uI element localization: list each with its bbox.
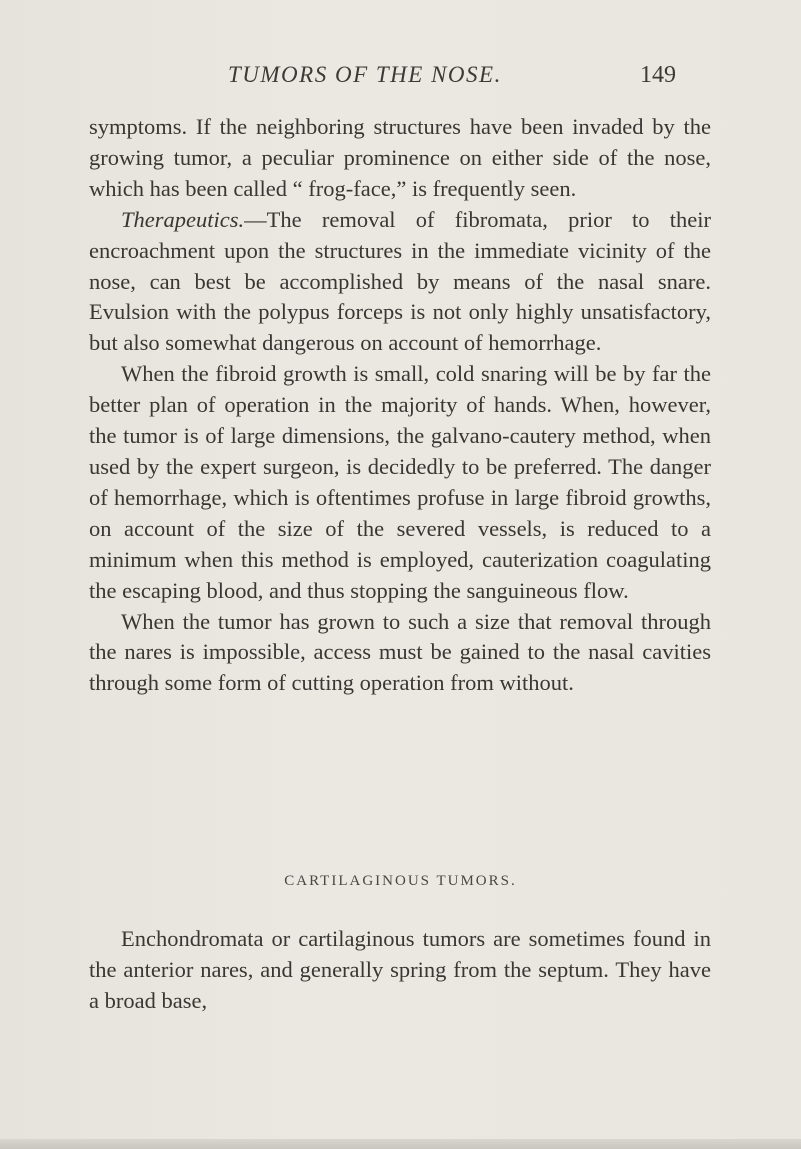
page-bottom-edge: [0, 1139, 801, 1149]
paragraph-therapeutics: [89, 205, 711, 360]
paragraph-symptoms: symptoms. If the neighboring structures have been invaded by the growing tumor, a peculiar prominence on either side of the nose, which has been called “ frog-face,” is frequently seen.: [89, 114, 711, 201]
paragraph-snaring: When the fibroid growth is small, cold snaring will be by far the better plan of operation in the majority of hands. When, however, the tumor is of large dimensions, the galvano-cautery method, when used by the expert surgeon, is decidedly to be preferred. The danger of hemorrhage, which is oftentimes profuse in large fibroid growths, on account of the size of the severed vessels, is reduced to a minimum when this method is employed, cauterization coagulating the escaping blood, and thus stopping the sanguineous flow.: [89, 361, 711, 603]
page-number: 149: [640, 62, 676, 88]
section-text: [89, 924, 711, 1017]
paragraph-enchondromata: Enchondromata or cartilaginous tumors are sometimes found in the anterior nares, and generally spring from the septum. They have a broad base,: [89, 926, 711, 1013]
running-title: TUMORS OF THE NOSE.: [228, 62, 502, 87]
section-heading: CARTILAGINOUS TUMORS.: [284, 873, 517, 889]
paragraph-cutting-operation: When the tumor has grown to such a size that removal through the nares is impossible, access must be gained to the nasal cavities through some form of cutting operation from without.: [89, 608, 711, 696]
body-text: [89, 112, 711, 699]
running-head: [0, 62, 801, 98]
paragraph-therapeutics-text: —The removal of fibromata, prior to their encroachment upon the structures in the immediate vicinity of the nose, can best be accomplished by means of the nasal snare. Evulsion with the polypus forceps is not only highly unsatisfactory, but also somewhat dangerous on account of hemorrhage.: [89, 206, 711, 356]
run-in-heading-therapeutics: Therapeutics.: [121, 206, 245, 232]
